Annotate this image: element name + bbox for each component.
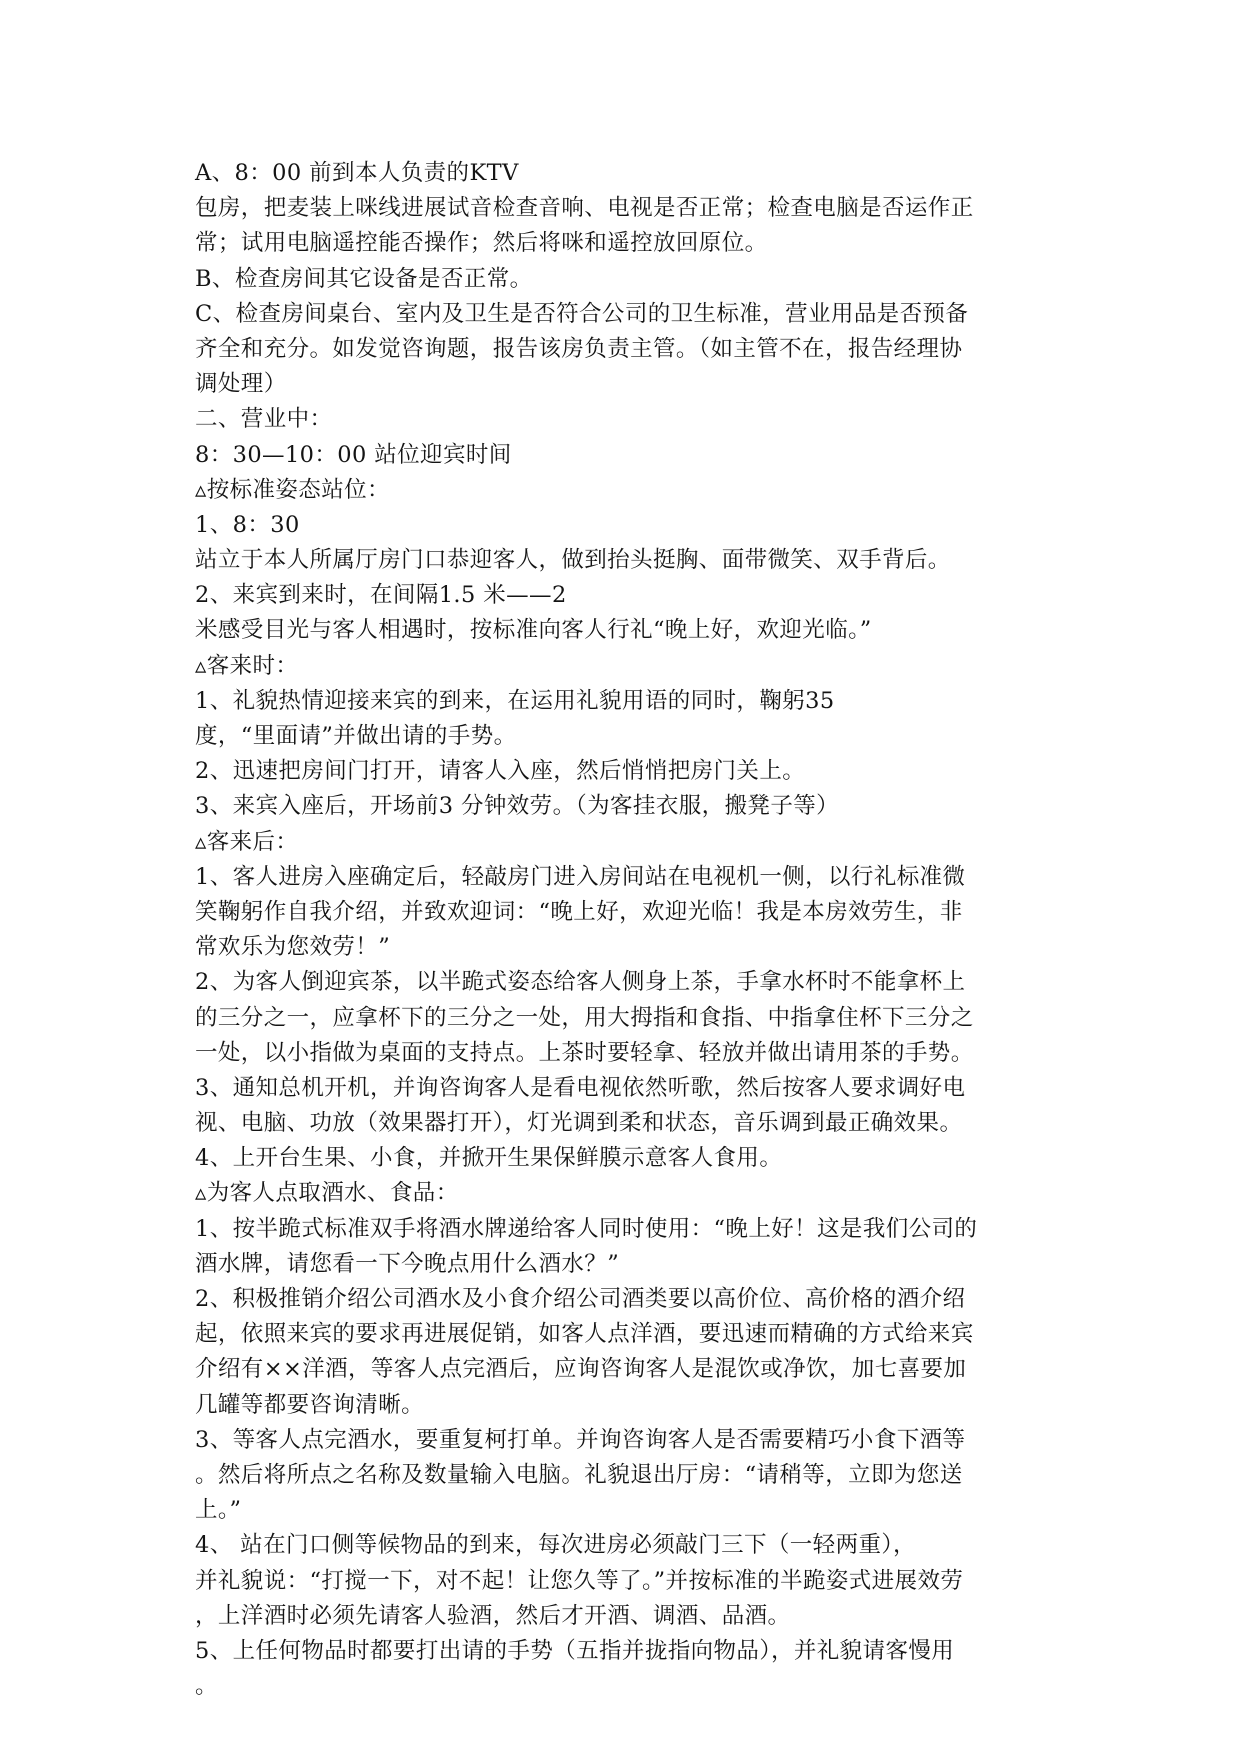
subheading: ▵客来时： bbox=[195, 652, 299, 679]
text-line: 酒水牌，请您看一下今晚点用什么酒水？” bbox=[195, 1250, 620, 1277]
text-line: 起，依照来宾的要求再进展促销，如客人点洋酒，要迅速而精确的方式给来宾 bbox=[195, 1321, 974, 1348]
text-line: 2、为客人倒迎宾茶，以半跪式姿态给客人侧身上茶，手拿水杯时不能拿杯上 bbox=[195, 969, 966, 996]
text-line: 常；试用电脑遥控能否操作；然后将咪和遥控放回原位。 bbox=[195, 230, 768, 257]
text-line: 1、礼貌热情迎接来宾的到来，在运用礼貌用语的同时，鞠躬35 bbox=[195, 687, 835, 714]
text-line: 2、积极推销介绍公司酒水及小食介绍公司酒类要以高价位、高价格的酒介绍 bbox=[195, 1286, 966, 1312]
text-line: 3、来宾入座后，开场前3 分钟效劳。（为客挂衣服，搬凳子等） bbox=[195, 793, 840, 820]
text-line: 的三分之一，应拿杯下的三分之一处，用大拇指和食指、中指拿住杯下三分之 bbox=[195, 1004, 974, 1031]
text-line: 包房，把麦装上咪线进展试音检查音响、电视是否正常；检查电脑是否运作正 bbox=[195, 195, 974, 222]
text-line: 站立于本人所属厅房门口恭迎客人，做到抬头挺胸、面带微笑、双手背后。 bbox=[195, 547, 951, 574]
text-line: 视、电脑、功放（效果器打开），灯光调到柔和状态，音乐调到最正确效果。 bbox=[195, 1110, 963, 1137]
subheading: ▵按标准姿态站位： bbox=[195, 476, 390, 503]
text-line: 介绍有××洋酒，等客人点完酒后，应询咨询客人是混饮或净饮，加七喜要加 bbox=[195, 1356, 967, 1383]
text-line: 米感受目光与客人相遇时，按标准向客人行礼“晚上好，欢迎光临。” bbox=[195, 617, 872, 644]
text-line: 3、等客人点完酒水，要重复柯打单。并询咨询客人是否需要精巧小食下酒等 bbox=[195, 1426, 966, 1453]
text-line: 1、按半跪式标准双手将酒水牌递给客人同时使用：“晚上好！这是我们公司的 bbox=[195, 1215, 978, 1242]
text-line: 2、来宾到来时，在间隔1.5 米——2 bbox=[195, 582, 567, 609]
text-line: ，上洋酒时必须先请客人验酒，然后才开酒、调酒、品酒。 bbox=[195, 1602, 791, 1629]
subheading: ▵为客人点取酒水、食品： bbox=[195, 1180, 459, 1207]
text-line: C、检查房间桌台、室内及卫生是否符合公司的卫生标准，营业用品是否预备 bbox=[195, 300, 969, 327]
subheading: ▵客来后： bbox=[195, 828, 299, 855]
text-line: A、8：00 前到本人负责的KTV bbox=[195, 160, 519, 186]
text-line: 并礼貌说：“打搅一下，对不起！让您久等了。”并按标准的半跪姿式进展效劳 bbox=[195, 1567, 964, 1594]
text-line: 4、 站在门口侧等候物品的到来，每次进房必须敲门三下（一轻两重）， bbox=[195, 1532, 916, 1559]
text-line: 上。” bbox=[195, 1497, 242, 1524]
text-line: B、检查房间其它设备是否正常。 bbox=[195, 265, 533, 292]
text-line: 4、上开台生果、小食，并掀开生果保鲜膜示意客人食用。 bbox=[195, 1145, 783, 1172]
text-line: 齐全和充分。如发觉咨询题，报告该房负责主管。（如主管不在，报告经理协 bbox=[195, 335, 963, 362]
text-line: 几罐等都要咨询清晰。 bbox=[195, 1391, 425, 1418]
text-line: 2、迅速把房间门打开，请客人入座，然后悄悄把房门关上。 bbox=[195, 758, 806, 785]
text-line: 1、客人进房入座确定后，轻敲房门进入房间站在电视机一侧，以行礼标准微 bbox=[195, 863, 966, 890]
text-line: 笑鞠躬作自我介绍，并致欢迎词：“晚上好，欢迎光临！我是本房效劳生，非 bbox=[195, 898, 963, 925]
section-heading: 二、营业中： bbox=[195, 406, 333, 433]
document-body bbox=[195, 156, 1055, 1704]
text-line: 。然后将所点之名称及数量输入电脑。礼貌退出厅房：“请稍等，立即为您送 bbox=[195, 1461, 963, 1488]
text-line: 1、8：30 bbox=[195, 511, 300, 538]
text-line: 常欢乐为您效劳！” bbox=[195, 934, 391, 961]
text-line: 。 bbox=[195, 1673, 218, 1700]
text-line: 调处理） bbox=[195, 371, 287, 398]
text-line: 一处，以小指做为桌面的支持点。上茶时要轻拿、轻放并做出请用茶的手势。 bbox=[195, 1039, 974, 1066]
text-line: 3、通知总机开机，并询咨询客人是看电视依然听歌，然后按客人要求调好电 bbox=[195, 1074, 966, 1101]
text-line: 5、上任何物品时都要打出请的手势（五指并拢指向物品），并礼貌请客慢用 bbox=[195, 1637, 955, 1664]
text-line: 度，“里面请”并做出请的手势。 bbox=[195, 723, 517, 749]
text-line: 8：30—10：00 站位迎宾时间 bbox=[195, 441, 512, 468]
